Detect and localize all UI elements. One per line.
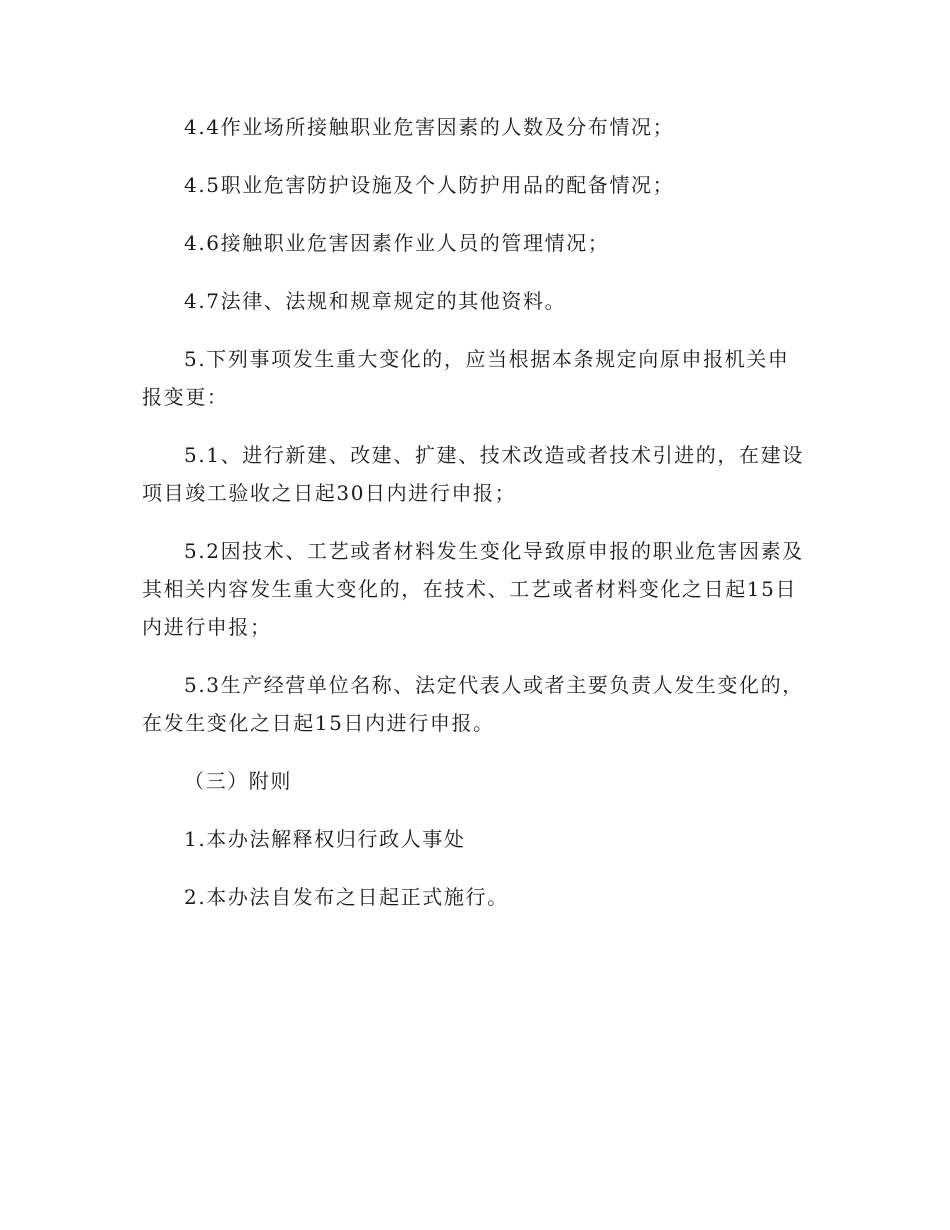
paragraph-5-3: 5.3生产经营单位名称、法定代表人或者主要负责人发生变化的，在发生变化之日起15日内进行申报。 (142, 673, 804, 735)
section-heading-appendix: （三）附则 (184, 769, 292, 793)
paragraph-4-7: 4.7法律、法规和规章规定的其他资料。 (184, 289, 567, 313)
paragraph-appendix-1: 1.本办法解释权归行政人事处 (184, 827, 466, 851)
paragraph-5: 5.下列事项发生重大变化的，应当根据本条规定向原申报机关申报变更： (142, 347, 790, 409)
paragraph-4-4: 4.4作业场所接触职业危害因素的人数及分布情况； (184, 115, 675, 139)
paragraph-5-2: 5.2因技术、工艺或者材料发生变化导致原申报的职业危害因素及其相关内容发生重大变化的，在技术、工艺或者材料变化之日起15日内进行申报； (142, 539, 804, 639)
paragraph-4-6: 4.6接触职业危害因素作业人员的管理情况； (184, 231, 610, 255)
paragraph-5-1: 5.1、进行新建、改建、扩建、技术改造或者技术引进的，在建设项目竣工验收之日起30日内进行申报； (142, 443, 804, 505)
paragraph-appendix-2: 2.本办法自发布之日起正式施行。 (184, 885, 509, 909)
document-body (142, 108, 810, 936)
paragraph-4-5: 4.5职业危害防护设施及个人防护用品的配备情况； (184, 173, 675, 197)
